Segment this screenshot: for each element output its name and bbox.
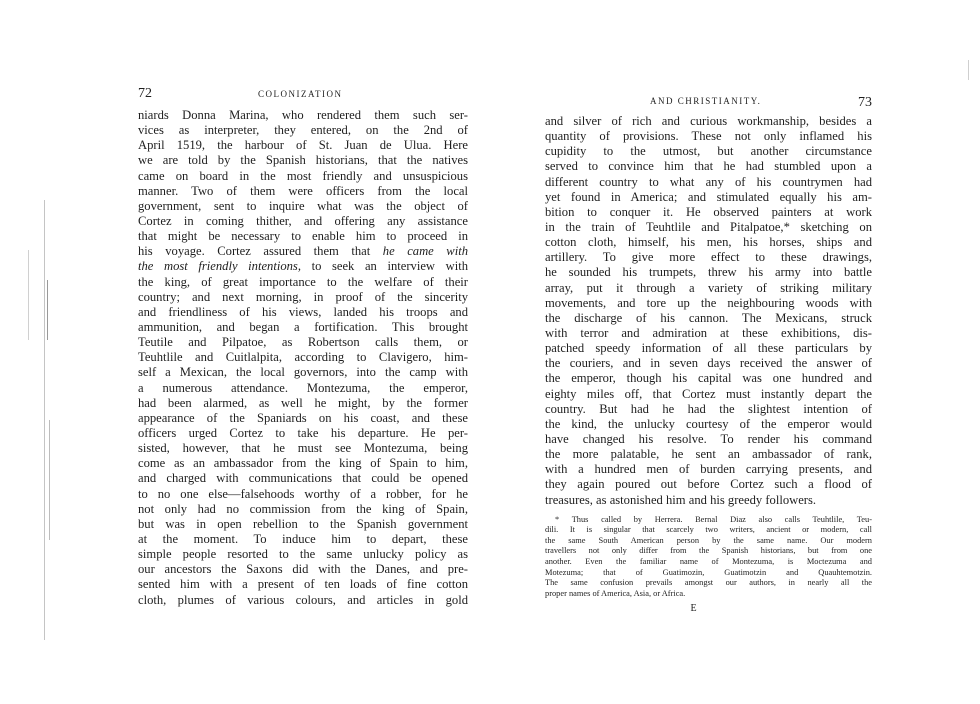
footnote-line: The same confusion prevails amongst our authors, in nearly all the <box>545 578 872 588</box>
text-line: the king, of great importance to the welfare of their <box>138 274 468 289</box>
footnote-line: the same South American person by the same name. Our modern <box>545 535 872 545</box>
text-line: Cortez in coming thither, and offering any assistance <box>138 213 468 228</box>
text-line: the discharge of his cannon. The Mexicans, struck <box>545 310 872 325</box>
text-line: the couriers, and in seven days received the answer of <box>545 356 872 371</box>
scan-margin-mark <box>28 250 29 340</box>
text-line: Teutile and Pilpatoe, as Robertson calls them, or <box>138 335 468 350</box>
right-page <box>545 92 872 614</box>
text-line: vices as interpreter, they entered, on the 2nd of <box>138 123 468 138</box>
text-line: we are told by the Spanish historians, that the natives <box>138 153 468 168</box>
text-line: served to convince him that he had stumbled upon a <box>545 159 872 174</box>
text-line: he sounded his trumpets, threw his army into battle <box>545 265 872 280</box>
signature-mark: E <box>690 603 697 615</box>
text-line: government, sent to inquire what was the object of <box>138 198 468 213</box>
text-line: the kind, the unlucky courtesy of the emperor would <box>545 416 872 431</box>
scan-margin-mark <box>44 200 45 640</box>
text-line: and silver of rich and curious workmanship, besides a <box>545 114 872 128</box>
footnote-line: Motezuma; that of Guatimozin, Guatimotzin and Quauhtemotzin. <box>545 567 872 577</box>
left-body-text <box>138 108 468 608</box>
page-number: 72 <box>138 86 152 101</box>
text-line: our ancestors the Saxons did with the Danes, and pre- <box>138 562 468 577</box>
text-line: in the train of Teuhtlile and Pitalpatoe,* sketching on <box>545 219 872 234</box>
footnote-block <box>545 515 872 600</box>
right-page-header <box>545 92 872 114</box>
text-line: officers urged Cortez to take his departure. He per- <box>138 425 468 440</box>
text-line: niards Donna Marina, who rendered them such ser- <box>138 108 468 122</box>
text-line: manner. Two of them were officers from the local <box>138 183 468 198</box>
text-line: to no one else—falsehoods worthy of a robber, for he <box>138 486 468 501</box>
italic-phrase: the most friendly intentions, <box>138 259 301 274</box>
text-segment: to seek an interview with <box>300 259 468 274</box>
text-line: they again poured out before Cortez such a flood of <box>545 477 872 492</box>
text-line: come as an ambassador from the king of Spain to him, <box>138 456 468 471</box>
page-number: 73 <box>858 95 872 110</box>
text-line: different country to what any of his countrymen had <box>545 174 872 189</box>
text-line: a numerous attendance. Montezuma, the emperor, <box>138 380 468 395</box>
text-line: quantity of provisions. These not only inflamed his <box>545 129 872 144</box>
text-line: country. But had he had the slightest intention of <box>545 401 872 416</box>
text-line: that might be necessary to enable him to proceed in <box>138 229 468 244</box>
running-title: COLONIZATION <box>258 89 343 99</box>
text-line: Teuhtlile and Cuitlalpita, according to Clavigero, him- <box>138 350 468 365</box>
text-line: sented him with a present of ten loads of fine cotton <box>138 577 468 592</box>
scan-margin-mark <box>968 60 969 80</box>
text-line: not only had no commission from the king of Spain, <box>138 501 468 516</box>
footnote-line: another. Even the familiar name of Montezuma, is Moctezuma and <box>545 557 872 567</box>
footnote-line: * Thus called by Herrera. Bernal Diaz also calls Teuhtlile, Teu- <box>555 514 872 524</box>
text-line-with-italic <box>138 259 468 274</box>
footnote-line: dili. It is singular that scarcely two writers, ancient or modern, call <box>545 525 872 535</box>
text-line: came on board in the most friendly and unsuspicious <box>138 168 468 183</box>
text-line: with a hundred men of burden carrying presents, and <box>545 462 872 477</box>
text-line: array, put it through a variety of striking military <box>545 280 872 295</box>
text-line: the more palatable, he sent an ambassador of rank, <box>545 447 872 462</box>
text-line: cupidity to the utmost, but another circumstance <box>545 144 872 159</box>
text-segment: his voyage. Cortez assured them that <box>138 244 383 259</box>
running-title: AND CHRISTIANITY. <box>650 96 762 106</box>
text-line: the emperor, though his capital was one hundred and <box>545 371 872 386</box>
left-page-header <box>138 86 468 108</box>
text-line: April 1519, the harbour of St. Juan de Ulua. Here <box>138 138 468 153</box>
text-line: but was in open rebellion to the Spanish government <box>138 516 468 531</box>
footnote-line: travellers not only differ from the Spanish historians, but from one <box>545 546 872 556</box>
text-line: sisted, however, that he must see Montezuma, being <box>138 441 468 456</box>
text-line: bition to conquer it. He observed painters at work <box>545 204 872 219</box>
text-line: had been alarmed, as well he might, by the former <box>138 395 468 410</box>
text-line: have changed his resolve. To render his command <box>545 431 872 446</box>
text-line-with-italic <box>138 244 468 259</box>
footnote-line: proper names of America, Asia, or Africa. <box>545 588 686 598</box>
text-line: yet found in America; and stimulated equally his am- <box>545 189 872 204</box>
text-line: with terror and admiration at these exhibitions, dis- <box>545 325 872 340</box>
scan-margin-mark <box>47 280 48 340</box>
text-line: appearance of the Spaniards on his coast, and these <box>138 410 468 425</box>
text-line: artillery. To give more effect to these drawings, <box>545 250 872 265</box>
text-line: at the moment. To induce him to depart, these <box>138 531 468 546</box>
left-page <box>138 86 468 608</box>
text-line: cotton cloth, himself, his men, his horses, ships and <box>545 235 872 250</box>
text-line: and charged with communications that could be opened <box>138 471 468 486</box>
text-line: movements, and tore up the neighbouring woods with <box>545 295 872 310</box>
italic-phrase: he came with <box>382 244 468 259</box>
right-body-text <box>545 114 872 508</box>
text-line: patched speedy information of all these particulars by <box>545 341 872 356</box>
text-line: cloth, plumes of various colours, and articles in gold <box>138 592 468 607</box>
text-line: and friendliness of his views, landed his troops and <box>138 304 468 319</box>
text-line: self a Mexican, the local governors, into the camp with <box>138 365 468 380</box>
text-line: ammunition, and began a fortification. This brought <box>138 319 468 334</box>
text-line: simple people resorted to the same unlucky policy as <box>138 547 468 562</box>
text-line: country; and next morning, in proof of the sincerity <box>138 289 468 304</box>
scan-margin-mark <box>49 420 50 540</box>
text-line: treasures, as astonished him and his greedy followers. <box>545 492 817 507</box>
text-line: eighty miles off, that Cortez must instantly depart the <box>545 386 872 401</box>
